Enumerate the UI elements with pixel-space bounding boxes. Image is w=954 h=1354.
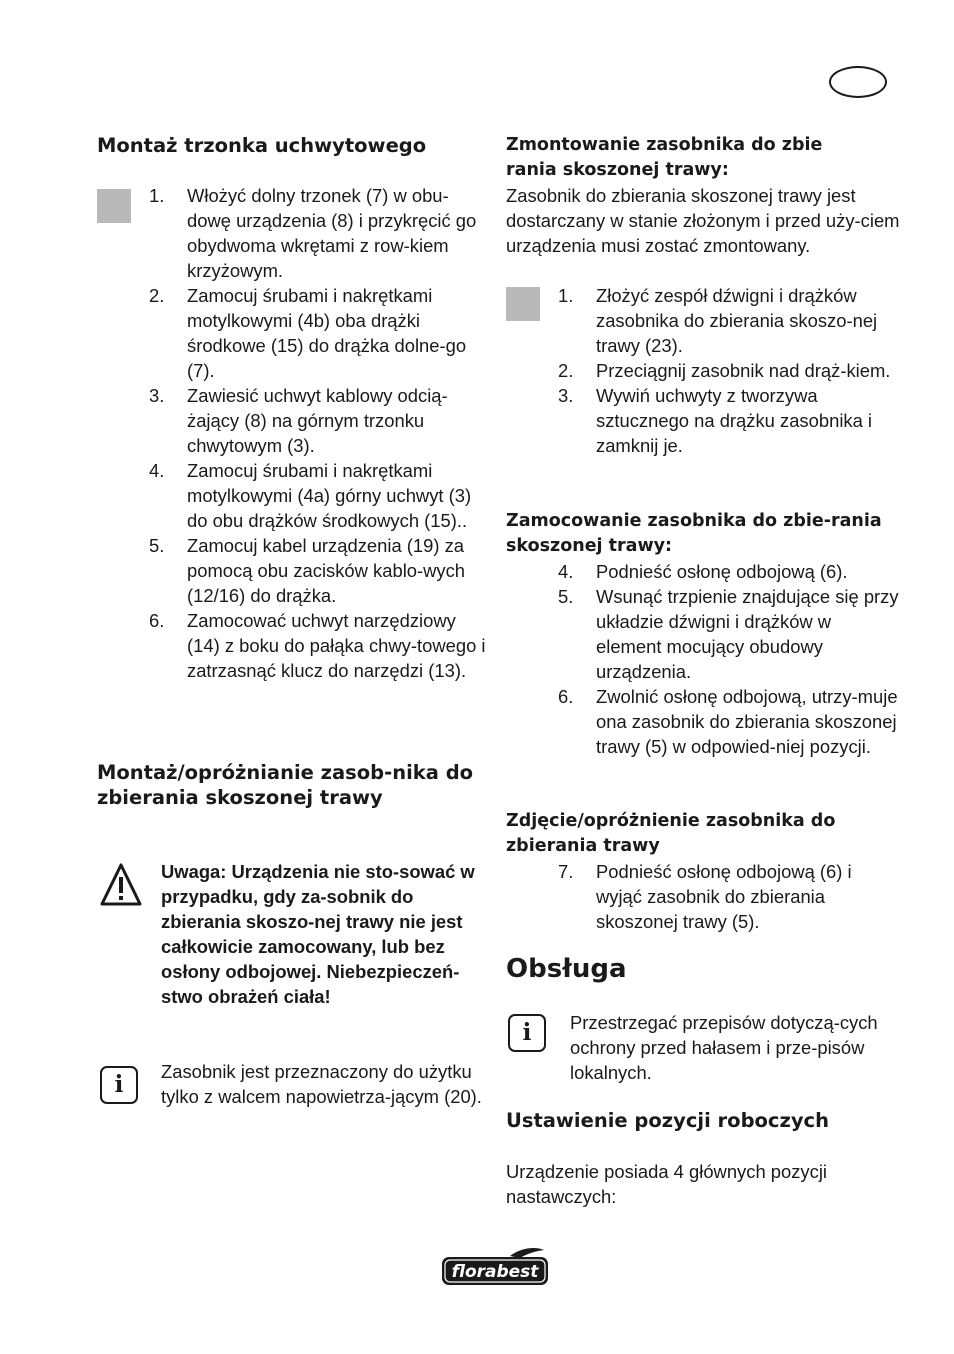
list-item: 2. Przeciągnij zasobnik nad drąż-kiem. xyxy=(558,360,891,381)
warning-icon xyxy=(99,862,143,908)
list-item: 4. Zamocuj śrubami i nakrętkami motylkowymi (4a) górny uchwyt (3) do obu drążków środkowych (15).. xyxy=(149,460,472,531)
brand-logo xyxy=(440,1246,550,1288)
remove-catcher-heading: Zdjęcie/opróżnienie zasobnika do zbierania trawy xyxy=(506,811,836,856)
info-icon: i xyxy=(508,1014,546,1052)
working-positions-heading: Ustawienie pozycji roboczych xyxy=(506,1109,829,1132)
attach-catcher-heading: Zamocowanie zasobnika do zbie-rania skoszonej trawy: xyxy=(506,511,882,556)
remove-steps xyxy=(506,859,901,934)
list-item: 3. Zawiesić uchwyt kablowy odcią-żający (8) na górnym trzonku chwytowym (3). xyxy=(149,385,448,456)
list-item: 3. Wywiń uchwyty z tworzywa sztucznego na drążku zasobnika i zamknij je. xyxy=(558,385,873,456)
assemble-steps xyxy=(506,283,901,458)
list-item: 4. Podnieść osłonę odbojową (6). xyxy=(558,561,848,582)
info-text: Zasobnik jest przeznaczony do użytku tylko z walcem napowietrza-jącym (20). xyxy=(161,1061,482,1107)
handle-assembly-steps xyxy=(97,183,487,683)
working-positions-text: Urządzenie posiada 4 głównych pozycji nastawczych: xyxy=(506,1161,827,1207)
attach-steps xyxy=(506,559,901,759)
grass-catcher-heading: Montaż/opróżnianie zasob-nika do zbierania skoszonej trawy xyxy=(97,761,474,809)
list-item: 1. Złożyć zespół dźwigni i drążków zasobnika do zbierania skoszo-nej trawy (23). xyxy=(558,285,878,356)
language-badge xyxy=(829,66,887,98)
list-item: 6. Zamocować uchwyt narzędziowy (14) z boku do pałąka chwy-towego i zatrzasnąć klucz do narzędzi (13). xyxy=(149,610,486,681)
list-item: 6. Zwolnić osłonę odbojową, utrzy-muje ona zasobnik do zbierania skoszonej trawy (5) w odpowied-niej pozycji. xyxy=(558,686,898,757)
operation-heading: Obsługa xyxy=(506,954,627,984)
list-item: 1. Włożyć dolny trzonek (7) w obu-dowę urządzenia (8) i przykręcić go obydwoma wkrętami z row-kiem krzyżowym. xyxy=(149,185,477,281)
list-item: 7. Podnieść osłonę odbojową (6) i wyjąć zasobnik do zbierania skoszonej trawy (5). xyxy=(558,861,852,932)
info-icon: i xyxy=(100,1066,138,1104)
assemble-catcher-heading: Zmontowanie zasobnika do zbie rania skoszonej trawy: xyxy=(506,135,823,180)
warning-text: Uwaga: Urządzenia nie sto-sować w przypadku, gdy za-sobnik do zbierania skoszo-nej trawy nie jest całkowicie zamocowany, lub bez osłony odbojowej. Niebezpieczeń-stwo obrażeń ciała! xyxy=(161,861,475,1007)
assemble-intro: Zasobnik do zbierania skoszonej trawy jest dostarczany w stanie złożonym i przed uży-ciem urządzenia musi zostać zmontowany. xyxy=(506,185,900,256)
handle-assembly-heading: Montaż trzonka uchwytowego xyxy=(97,134,427,157)
logo-badge xyxy=(440,1246,550,1288)
list-item: 5. Zamocuj kabel urządzenia (19) za pomocą obu zacisków kablo-wych (12/16) do drążka. xyxy=(149,535,466,606)
list-item: 5. Wsunąć trzpienie znajdujące się przy układzie dźwigni i drążków w element mocujący obudowy urządzenia. xyxy=(558,586,899,682)
list-item: 2. Zamocuj śrubami i nakrętkami motylkowymi (4b) oba drążki środkowe (15) do drążka dolne-go (7). xyxy=(149,285,467,381)
logo-text: florabest xyxy=(451,1262,539,1282)
noise-info-text: Przestrzegać przepisów dotyczą-cych ochrony przed hałasem i prze-pisów lokalnych. xyxy=(570,1012,878,1083)
